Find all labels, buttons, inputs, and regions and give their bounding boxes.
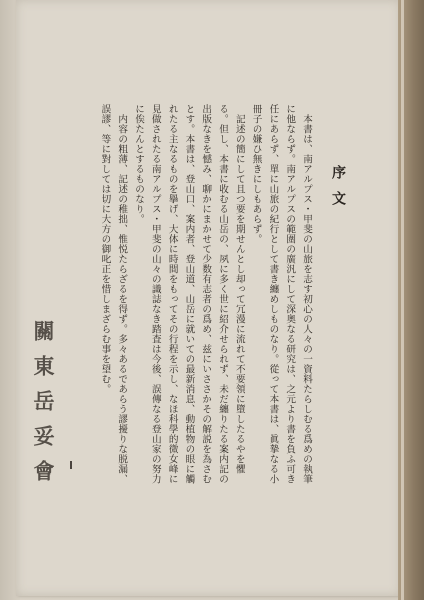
cover-edge [398,0,424,600]
paragraph-2: 記述の簡にして且つ要を期せんとし却って冗漫に流れて不要領に墮したるやを懼る。但し、本書に收むる山岳の、夙に多く世に紹介せられず、未だ纏りたる案内記の出版なきを憾み、聊かにまかせて少数有志者の爲め、兹にいささかその解説を為さむとす。本書は、登山口、案内者、登山道、山岳に就いての最新消息、動植物の眼に觸れたる主なるものを擧げ、大体に時間をもってその行程を示し、なほ科學的微女峰に見做されたる南アルプス・甲斐の山々の識誌なき踏査は今後、誤傳なる登山家の努力に俟たんとするものなり。 [133,104,245,484]
paragraph-3: 内容の粗薄、記述の稚拙、惟悦たらざるを得ず。多々あるであらう謬擾りな脱漏、誤謬、等に對しては切に大方の御叱正を惜しまざらむ事を望む。 [99,104,128,484]
dash-mark [70,461,72,469]
organization-signature: 關東岳妥會 [31,320,56,495]
preface-heading: 序文 [330,165,346,217]
paragraph-1: 本書は、南アルプス・甲斐の山旅を志す初心の人々の一資料たらしむる爲めの執筆に他ならず。南アルプスの範圍の廣汎にして深奥なる研究は、之元より書を負ふ可き任にあらず、單に山旅の紀行として書き纏めしものなり。從って本書は、眞摯なる小冊子の嫌ひ無きにしもあらず。 [250,104,312,484]
preface-body [92,104,314,484]
